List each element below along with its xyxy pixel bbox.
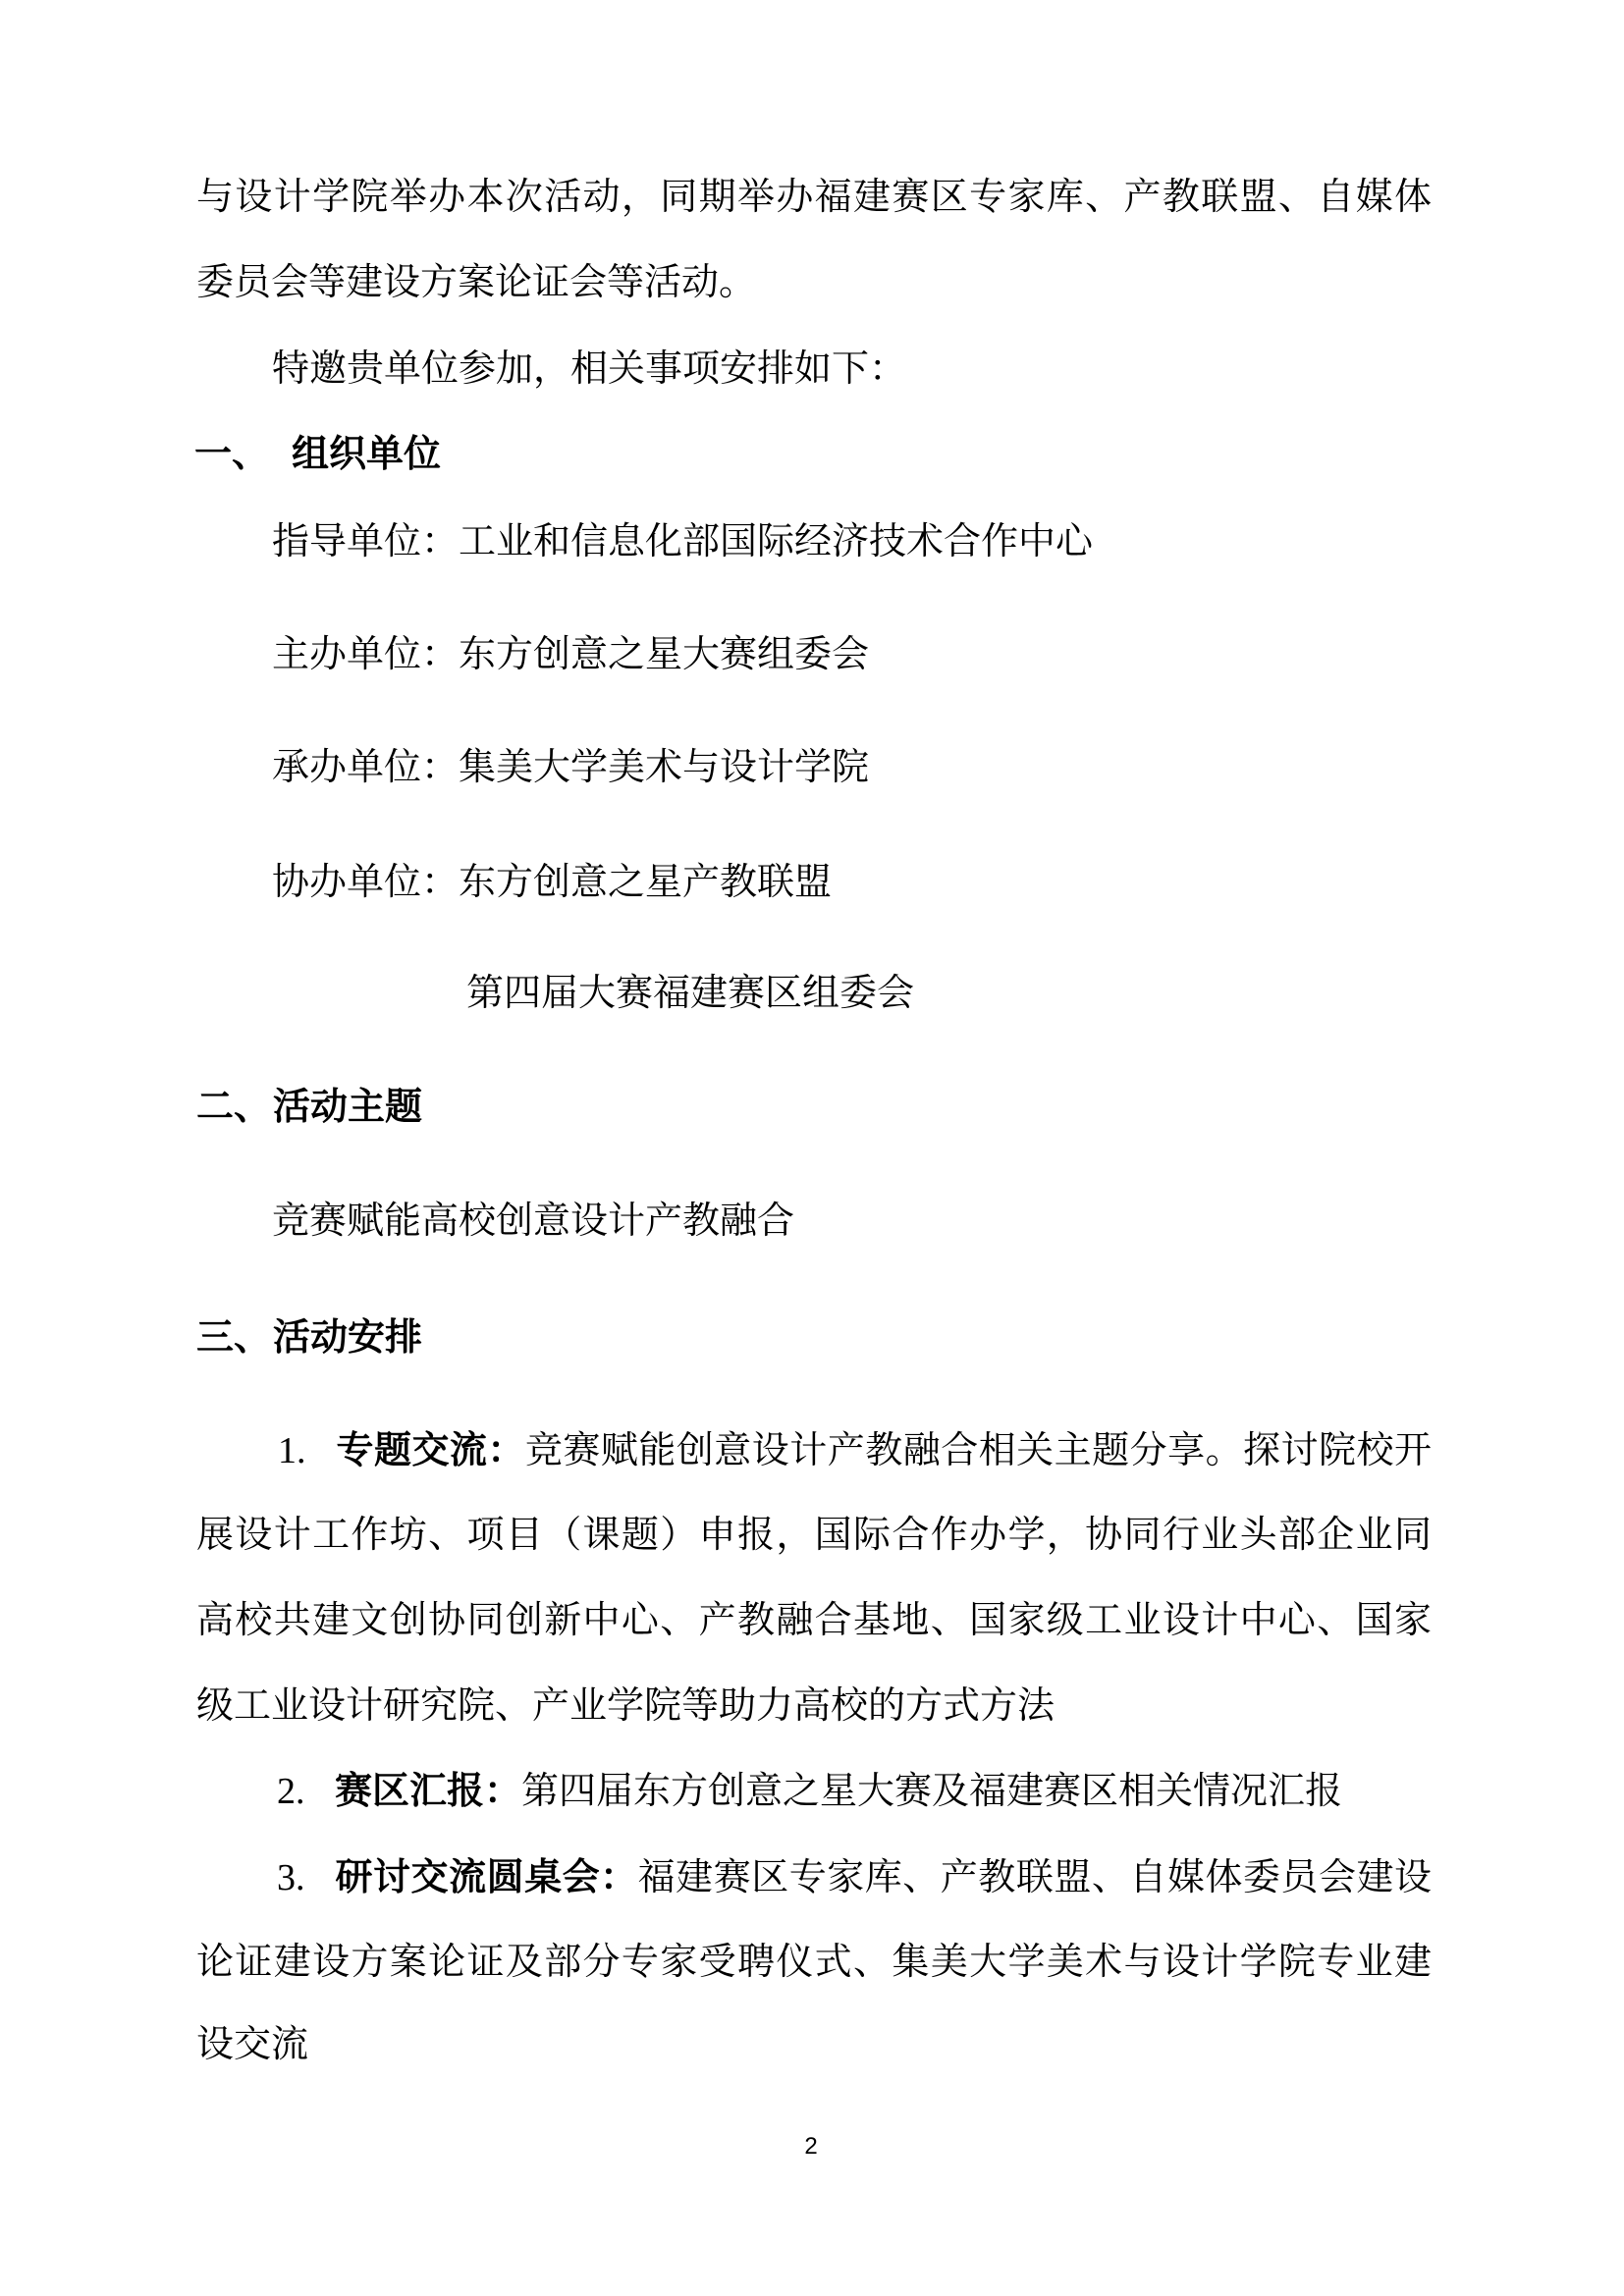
item-number: 3. xyxy=(277,1857,305,1898)
section-title: 活动安排 xyxy=(273,1315,423,1359)
item-text: 竞赛赋能创意设计产教融合相关主题分享。探讨院校开 xyxy=(524,1428,1432,1471)
section-number: 三、 xyxy=(196,1315,272,1359)
item-label: 赛区汇报： xyxy=(335,1768,522,1812)
item-text: 福建赛区专家库、产教联盟、自媒体委员会建设 xyxy=(637,1855,1432,1898)
schedule-item-3-line: 设交流 xyxy=(196,2022,309,2065)
section-number: 二、 xyxy=(196,1085,272,1128)
section-heading-organizers xyxy=(194,432,442,475)
entry-value: 东方创意之星大赛组委会 xyxy=(459,632,870,675)
organizer-entry-co-organizer xyxy=(272,860,833,903)
theme-text: 竞赛赋能高校创意设计产教融合 xyxy=(272,1199,795,1242)
section-heading-schedule xyxy=(196,1315,423,1359)
intro-line: 委员会等建设方案论证会等活动。 xyxy=(196,260,757,303)
item-label: 研讨交流圆桌会： xyxy=(335,1854,638,1898)
item-text: 第四届东方创意之星大赛及福建赛区相关情况汇报 xyxy=(521,1769,1343,1812)
schedule-item-1-line: 级工业设计研究院、产业学院等助力高校的方式方法 xyxy=(196,1683,1056,1727)
page-number: 2 xyxy=(804,2133,818,2160)
section-title: 组织单位 xyxy=(292,432,442,475)
organizer-entry-organizer xyxy=(272,745,870,788)
schedule-item-2-line xyxy=(277,1768,1343,1812)
section-number: 一、 xyxy=(194,432,270,475)
section-heading-theme xyxy=(196,1085,423,1128)
item-label: 专题交流： xyxy=(336,1427,525,1471)
entry-value: 工业和信息化部国际经济技术合作中心 xyxy=(459,519,1094,562)
invitation-text: 特邀贵单位参加，相关事项安排如下： xyxy=(272,347,907,390)
entry-label: 主办单位： xyxy=(272,632,460,675)
section-title: 活动主题 xyxy=(273,1085,423,1128)
schedule-item-1-line xyxy=(278,1427,1432,1471)
schedule-item-1-line: 高校共建文创协同创新中心、产教融合基地、国家级工业设计中心、国家 xyxy=(196,1598,1432,1641)
item-number: 2. xyxy=(277,1771,305,1812)
entry-value-continuation: 第四届大赛福建赛区组委会 xyxy=(466,971,915,1014)
entry-label: 承办单位： xyxy=(272,745,460,788)
schedule-item-1-line: 展设计工作坊、项目（课题）申报，国际合作办学，协同行业头部企业同 xyxy=(196,1513,1432,1556)
intro-line: 与设计学院举办本次活动，同期举办福建赛区专家库、产教联盟、自媒体 xyxy=(196,175,1432,218)
organizer-entry-guide xyxy=(272,519,1094,562)
schedule-item-3-line xyxy=(277,1854,1432,1898)
entry-label: 指导单位： xyxy=(272,519,460,562)
organizer-entry-host xyxy=(272,632,870,675)
item-number: 1. xyxy=(278,1430,306,1471)
entry-value: 集美大学美术与设计学院 xyxy=(459,745,870,788)
entry-value: 东方创意之星产教联盟 xyxy=(459,860,833,903)
schedule-item-3-line: 论证建设方案论证及部分专家受聘仪式、集美大学美术与设计学院专业建 xyxy=(196,1940,1432,1983)
entry-label: 协办单位： xyxy=(272,860,460,903)
